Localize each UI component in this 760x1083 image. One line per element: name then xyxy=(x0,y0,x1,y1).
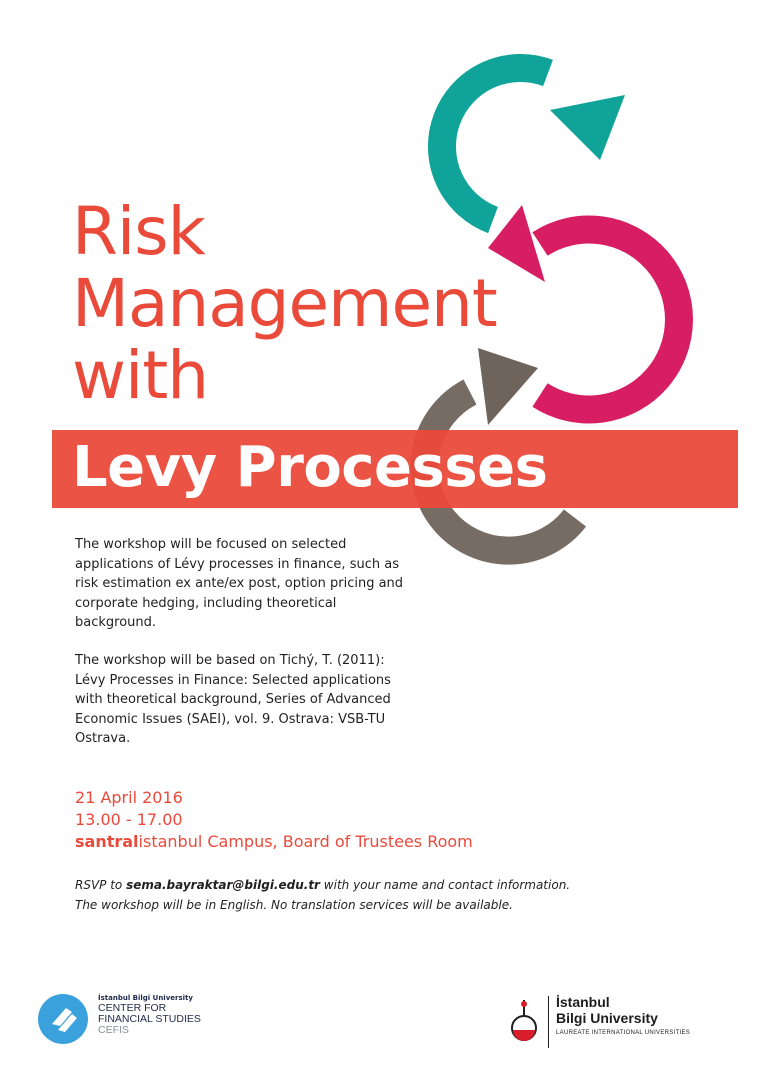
venue-rest: istanbul Campus, Board of Trustees Room xyxy=(138,832,473,851)
title-highlight: Levy Processes xyxy=(72,435,548,500)
rsvp-email-link[interactable]: sema.bayraktar@bilgi.edu.tr xyxy=(126,878,320,892)
title-line-3: with xyxy=(72,337,209,414)
magenta-arrow-arc xyxy=(540,229,679,409)
brown-arrow-head xyxy=(478,348,538,425)
rsvp-prefix: RSVP to xyxy=(75,878,127,892)
cefis-logo-icon xyxy=(38,994,88,1044)
description-paragraph-2: The workshop will be based on Tichý, T. (2011): Lévy Processes in Finance: Selected applications with theoretical background, Series of Advanced Economic Issues (SAEI), vol. 9. Ostrava: VSB-TU Ostrava. xyxy=(75,653,391,746)
description-paragraph-1: The workshop will be focused on selected applications of Lévy processes in finance, such as risk estimation ex ante/ex post, option pricing and corporate hedging, including theoretical background. xyxy=(75,537,404,630)
teal-arrow-arc xyxy=(442,68,548,220)
bilgi-line-1: İstanbul xyxy=(556,994,610,1010)
teal-arrow-head xyxy=(550,95,625,160)
event-time: 13.00 - 17.00 xyxy=(75,810,183,829)
rsvp-note xyxy=(75,875,570,895)
bilgi-line-2: Bilgi University xyxy=(556,1010,658,1026)
event-date: 21 April 2016 xyxy=(75,788,183,807)
cefis-university: İstanbul Bilgi University xyxy=(98,994,193,1002)
bilgi-logo-icon xyxy=(508,996,540,1048)
cefis-logo-text xyxy=(98,994,201,1036)
cefis-line-2: FINANCIAL STUDIES xyxy=(98,1013,201,1025)
rsvp-suffix: with your name and contact information. xyxy=(319,878,571,892)
title-line-1: Risk xyxy=(72,193,205,270)
title-line-2: Management xyxy=(72,265,497,342)
bilgi-logo-text xyxy=(556,994,690,1040)
language-note: The workshop will be in English. No translation services will be available. xyxy=(75,898,513,912)
cefis-line-3: CEFIS xyxy=(98,1024,129,1036)
bilgi-tagline: LAUREATE INTERNATIONAL UNIVERSITIES xyxy=(556,1030,691,1036)
cefis-line-1: CENTER FOR xyxy=(98,1002,167,1014)
bilgi-logo-divider xyxy=(548,996,549,1048)
event-venue xyxy=(75,831,473,853)
venue-bold: santral xyxy=(75,832,139,851)
